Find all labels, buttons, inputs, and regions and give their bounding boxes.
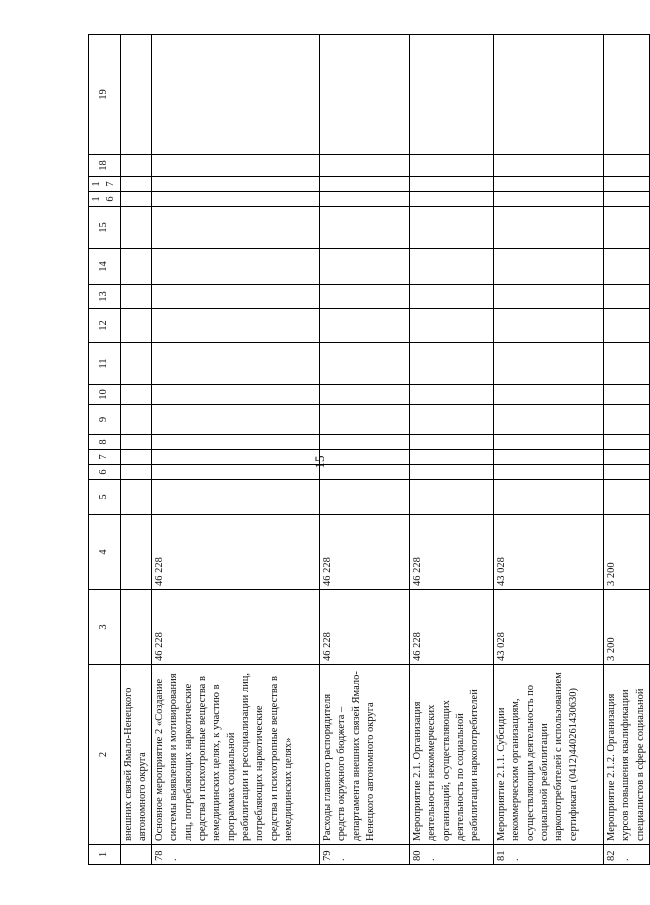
value-col-3: 46 228: [410, 590, 494, 665]
empty-cell: [120, 385, 152, 405]
empty-cell: [152, 435, 320, 450]
empty-cell: [320, 435, 410, 450]
empty-cell: [320, 249, 410, 285]
empty-cell: [120, 155, 152, 177]
empty-cell: [410, 343, 494, 385]
empty-cell: [410, 155, 494, 177]
empty-cell: [494, 207, 604, 249]
empty-cell: [320, 465, 410, 480]
empty-cell: [604, 207, 650, 249]
value-col-4: 46 228: [410, 515, 494, 590]
empty-cell: [494, 465, 604, 480]
empty-cell: [152, 309, 320, 343]
empty-cell: [604, 35, 650, 155]
empty-cell: [152, 285, 320, 309]
empty-cell: [152, 155, 320, 177]
empty-cell: [410, 405, 494, 435]
empty-cell: [604, 405, 650, 435]
value-col-3: 43 028: [494, 590, 604, 665]
empty-cell: [494, 192, 604, 207]
empty-cell: [494, 285, 604, 309]
row-number: 82.: [604, 845, 650, 865]
empty-cell: [320, 35, 410, 155]
empty-cell: [120, 309, 152, 343]
column-header: 13: [89, 285, 121, 309]
empty-cell: [494, 155, 604, 177]
empty-cell: [152, 207, 320, 249]
row-number: 78.: [152, 845, 320, 865]
column-header: 4: [89, 515, 121, 590]
empty-cell: [320, 309, 410, 343]
empty-cell: [494, 309, 604, 343]
empty-cell: [604, 177, 650, 192]
empty-cell: [494, 435, 604, 450]
empty-cell: [120, 405, 152, 435]
value-col-4: 46 228: [320, 515, 410, 590]
empty-cell: [320, 155, 410, 177]
empty-cell: [320, 480, 410, 515]
table-row: [494, 35, 604, 865]
column-header: 10: [89, 385, 121, 405]
empty-cell: [410, 309, 494, 343]
table-row: [604, 35, 650, 865]
empty-cell: [604, 309, 650, 343]
empty-cell: [604, 480, 650, 515]
empty-cell: [494, 480, 604, 515]
value-col-3: 46 228: [320, 590, 410, 665]
empty-cell: [120, 465, 152, 480]
row-name: Мероприятие 2.1.2. Организация курсов повышения квалификации специалистов в сфере социальной: [604, 665, 650, 845]
row-number: 79.: [320, 845, 410, 865]
empty-cell: [320, 285, 410, 309]
column-header: 8: [89, 435, 121, 450]
value-col-4: [120, 515, 152, 590]
empty-cell: [152, 385, 320, 405]
column-header: 7: [89, 450, 121, 465]
empty-cell: [604, 192, 650, 207]
empty-cell: [410, 35, 494, 155]
empty-cell: [494, 450, 604, 465]
empty-cell: [604, 249, 650, 285]
empty-cell: [604, 450, 650, 465]
empty-cell: [120, 177, 152, 192]
empty-cell: [410, 249, 494, 285]
empty-cell: [410, 207, 494, 249]
empty-cell: [152, 249, 320, 285]
empty-cell: [120, 435, 152, 450]
row-number: 81.: [494, 845, 604, 865]
empty-cell: [604, 385, 650, 405]
empty-cell: [120, 285, 152, 309]
column-header: 18: [89, 155, 121, 177]
column-header: 19: [89, 35, 121, 155]
table-row: [152, 35, 320, 865]
value-col-4: 46 228: [152, 515, 320, 590]
empty-cell: [320, 177, 410, 192]
empty-cell: [604, 465, 650, 480]
empty-cell: [120, 450, 152, 465]
table-row: [120, 35, 152, 865]
empty-cell: [152, 450, 320, 465]
empty-cell: [410, 192, 494, 207]
column-header: 15: [89, 207, 121, 249]
empty-cell: [320, 343, 410, 385]
empty-cell: [120, 35, 152, 155]
empty-cell: [120, 480, 152, 515]
column-header: 3: [89, 590, 121, 665]
empty-cell: [410, 435, 494, 450]
table-row: [410, 35, 494, 865]
empty-cell: [152, 177, 320, 192]
row-name: Мероприятие 2.1. Организация деятельности некоммерческих организаций, осуществляющих деятельность по социальной реабилитации наркопотребителей: [410, 665, 494, 845]
value-col-4: 43 028: [494, 515, 604, 590]
page-number: 15: [312, 455, 327, 469]
row-number: 80.: [410, 845, 494, 865]
empty-cell: [604, 435, 650, 450]
value-col-3: 46 228: [152, 590, 320, 665]
column-header: 14: [89, 249, 121, 285]
data-table: [88, 34, 650, 865]
empty-cell: [152, 343, 320, 385]
empty-cell: [604, 285, 650, 309]
table-row: [320, 35, 410, 865]
empty-cell: [494, 249, 604, 285]
empty-cell: [120, 192, 152, 207]
value-col-4: 3 200: [604, 515, 650, 590]
row-name: Основное мероприятие 2 «Создание системы выявления и мотивирования лиц, потребляющих наркотические средства и психотропные вещества в немедицинских целях, к участию в программах социальной реабилитации и ресоциализации лиц, потребляющих наркотические средства и психотропные вещества в немедицинских целях»: [152, 665, 320, 845]
column-header: 12: [89, 309, 121, 343]
empty-cell: [604, 155, 650, 177]
column-header: 6: [89, 465, 121, 480]
rotated-table-container: [88, 35, 646, 865]
empty-cell: [604, 343, 650, 385]
value-col-3: [120, 590, 152, 665]
empty-cell: [320, 207, 410, 249]
empty-cell: [410, 177, 494, 192]
row-number: [120, 845, 152, 865]
empty-cell: [152, 480, 320, 515]
column-header: 1: [89, 845, 121, 865]
column-header: 16: [89, 192, 121, 207]
column-header: 17: [89, 177, 121, 192]
empty-cell: [410, 285, 494, 309]
row-name: внешних связей Ямало-Ненецкого автономного округа: [120, 665, 152, 845]
empty-cell: [152, 35, 320, 155]
empty-cell: [494, 385, 604, 405]
empty-cell: [494, 405, 604, 435]
empty-cell: [494, 177, 604, 192]
row-name: Расходы главного распорядителя средств окружного бюджета – департамента внешних связей Ямало-Ненецкого автономного округа: [320, 665, 410, 845]
empty-cell: [152, 465, 320, 480]
column-number-row: [89, 35, 121, 865]
empty-cell: [120, 343, 152, 385]
empty-cell: [410, 450, 494, 465]
empty-cell: [120, 249, 152, 285]
empty-cell: [120, 207, 152, 249]
column-header: 2: [89, 665, 121, 845]
empty-cell: [410, 480, 494, 515]
empty-cell: [494, 343, 604, 385]
empty-cell: [320, 192, 410, 207]
empty-cell: [320, 385, 410, 405]
empty-cell: [152, 405, 320, 435]
empty-cell: [494, 35, 604, 155]
row-name: Мероприятие 2.1.1. Субсидии некоммерческим организациям, осуществляющим деятельность по социальной реабилитации наркопотребителей с использованием сертификата (0412)440261430630): [494, 665, 604, 845]
empty-cell: [410, 465, 494, 480]
empty-cell: [320, 450, 410, 465]
value-col-3: 3 200: [604, 590, 650, 665]
empty-cell: [320, 405, 410, 435]
empty-cell: [152, 192, 320, 207]
column-header: 9: [89, 405, 121, 435]
empty-cell: [410, 385, 494, 405]
column-header: 5: [89, 480, 121, 515]
column-header: 11: [89, 343, 121, 385]
